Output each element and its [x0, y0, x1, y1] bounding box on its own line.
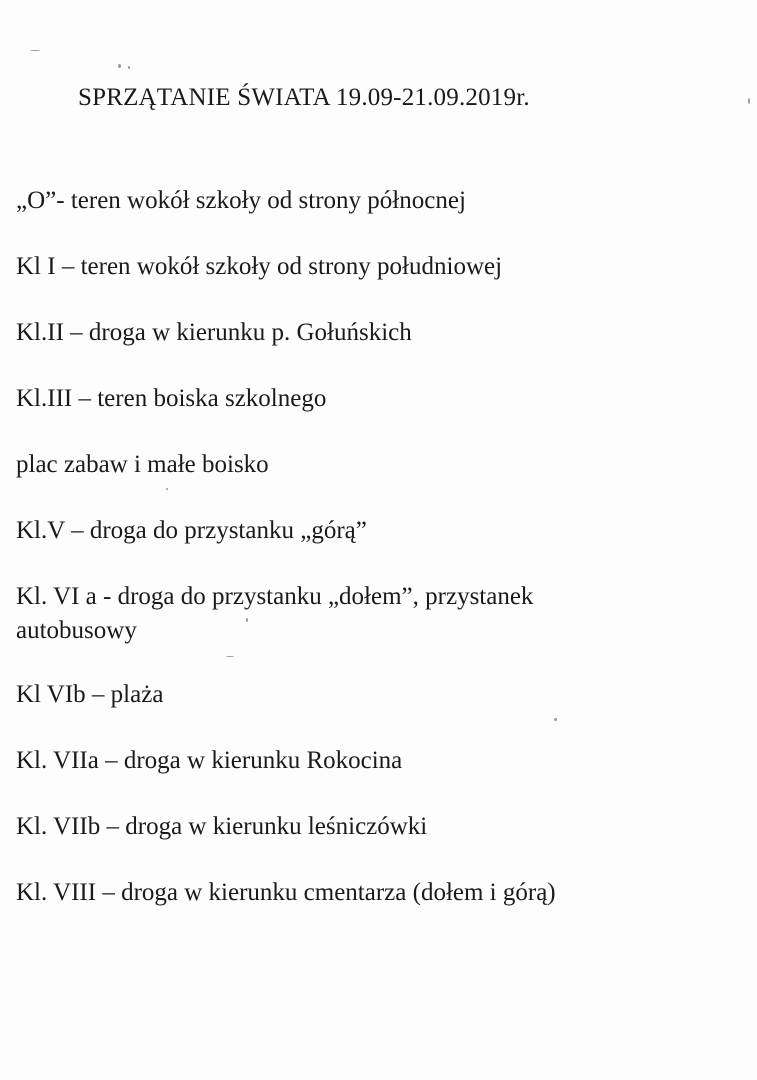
assignment-line: Kl.II – droga w kierunku p. Gołuńskich [16, 319, 412, 346]
scan-speck [30, 50, 40, 51]
assignment-line: Kl VIb – plaża [16, 681, 164, 708]
assignment-line: Kl I – teren wokół szkoły od strony południowej [16, 253, 503, 280]
assignment-line: Kl. VI a - droga do przystanku „dołem”, przystanek autobusowy [16, 583, 534, 644]
scan-speck [554, 718, 557, 721]
scan-speck [128, 66, 130, 69]
document-title: SPRZĄTANIE ŚWIATA 19.09-21.09.2019r. [78, 84, 530, 111]
assignment-line: „O”- teren wokół szkoły od strony północnej [16, 187, 466, 214]
scan-speck [226, 656, 234, 657]
assignment-line: plac zabaw i małe boisko [16, 451, 269, 478]
scan-speck [748, 98, 750, 104]
scan-speck [118, 64, 121, 68]
assignment-line: Kl.III – teren boiska szkolnego [16, 385, 327, 412]
scan-speck [166, 488, 168, 490]
assignment-line: Kl. VIII – droga w kierunku cmentarza (dołem i górą) [16, 879, 556, 906]
assignment-line: Kl. VIIb – droga w kierunku leśniczówki [16, 813, 428, 840]
assignment-line: Kl. VIIa – droga w kierunku Rokocina [16, 747, 403, 774]
assignment-line: Kl.V – droga do przystanku „górą” [16, 517, 367, 544]
